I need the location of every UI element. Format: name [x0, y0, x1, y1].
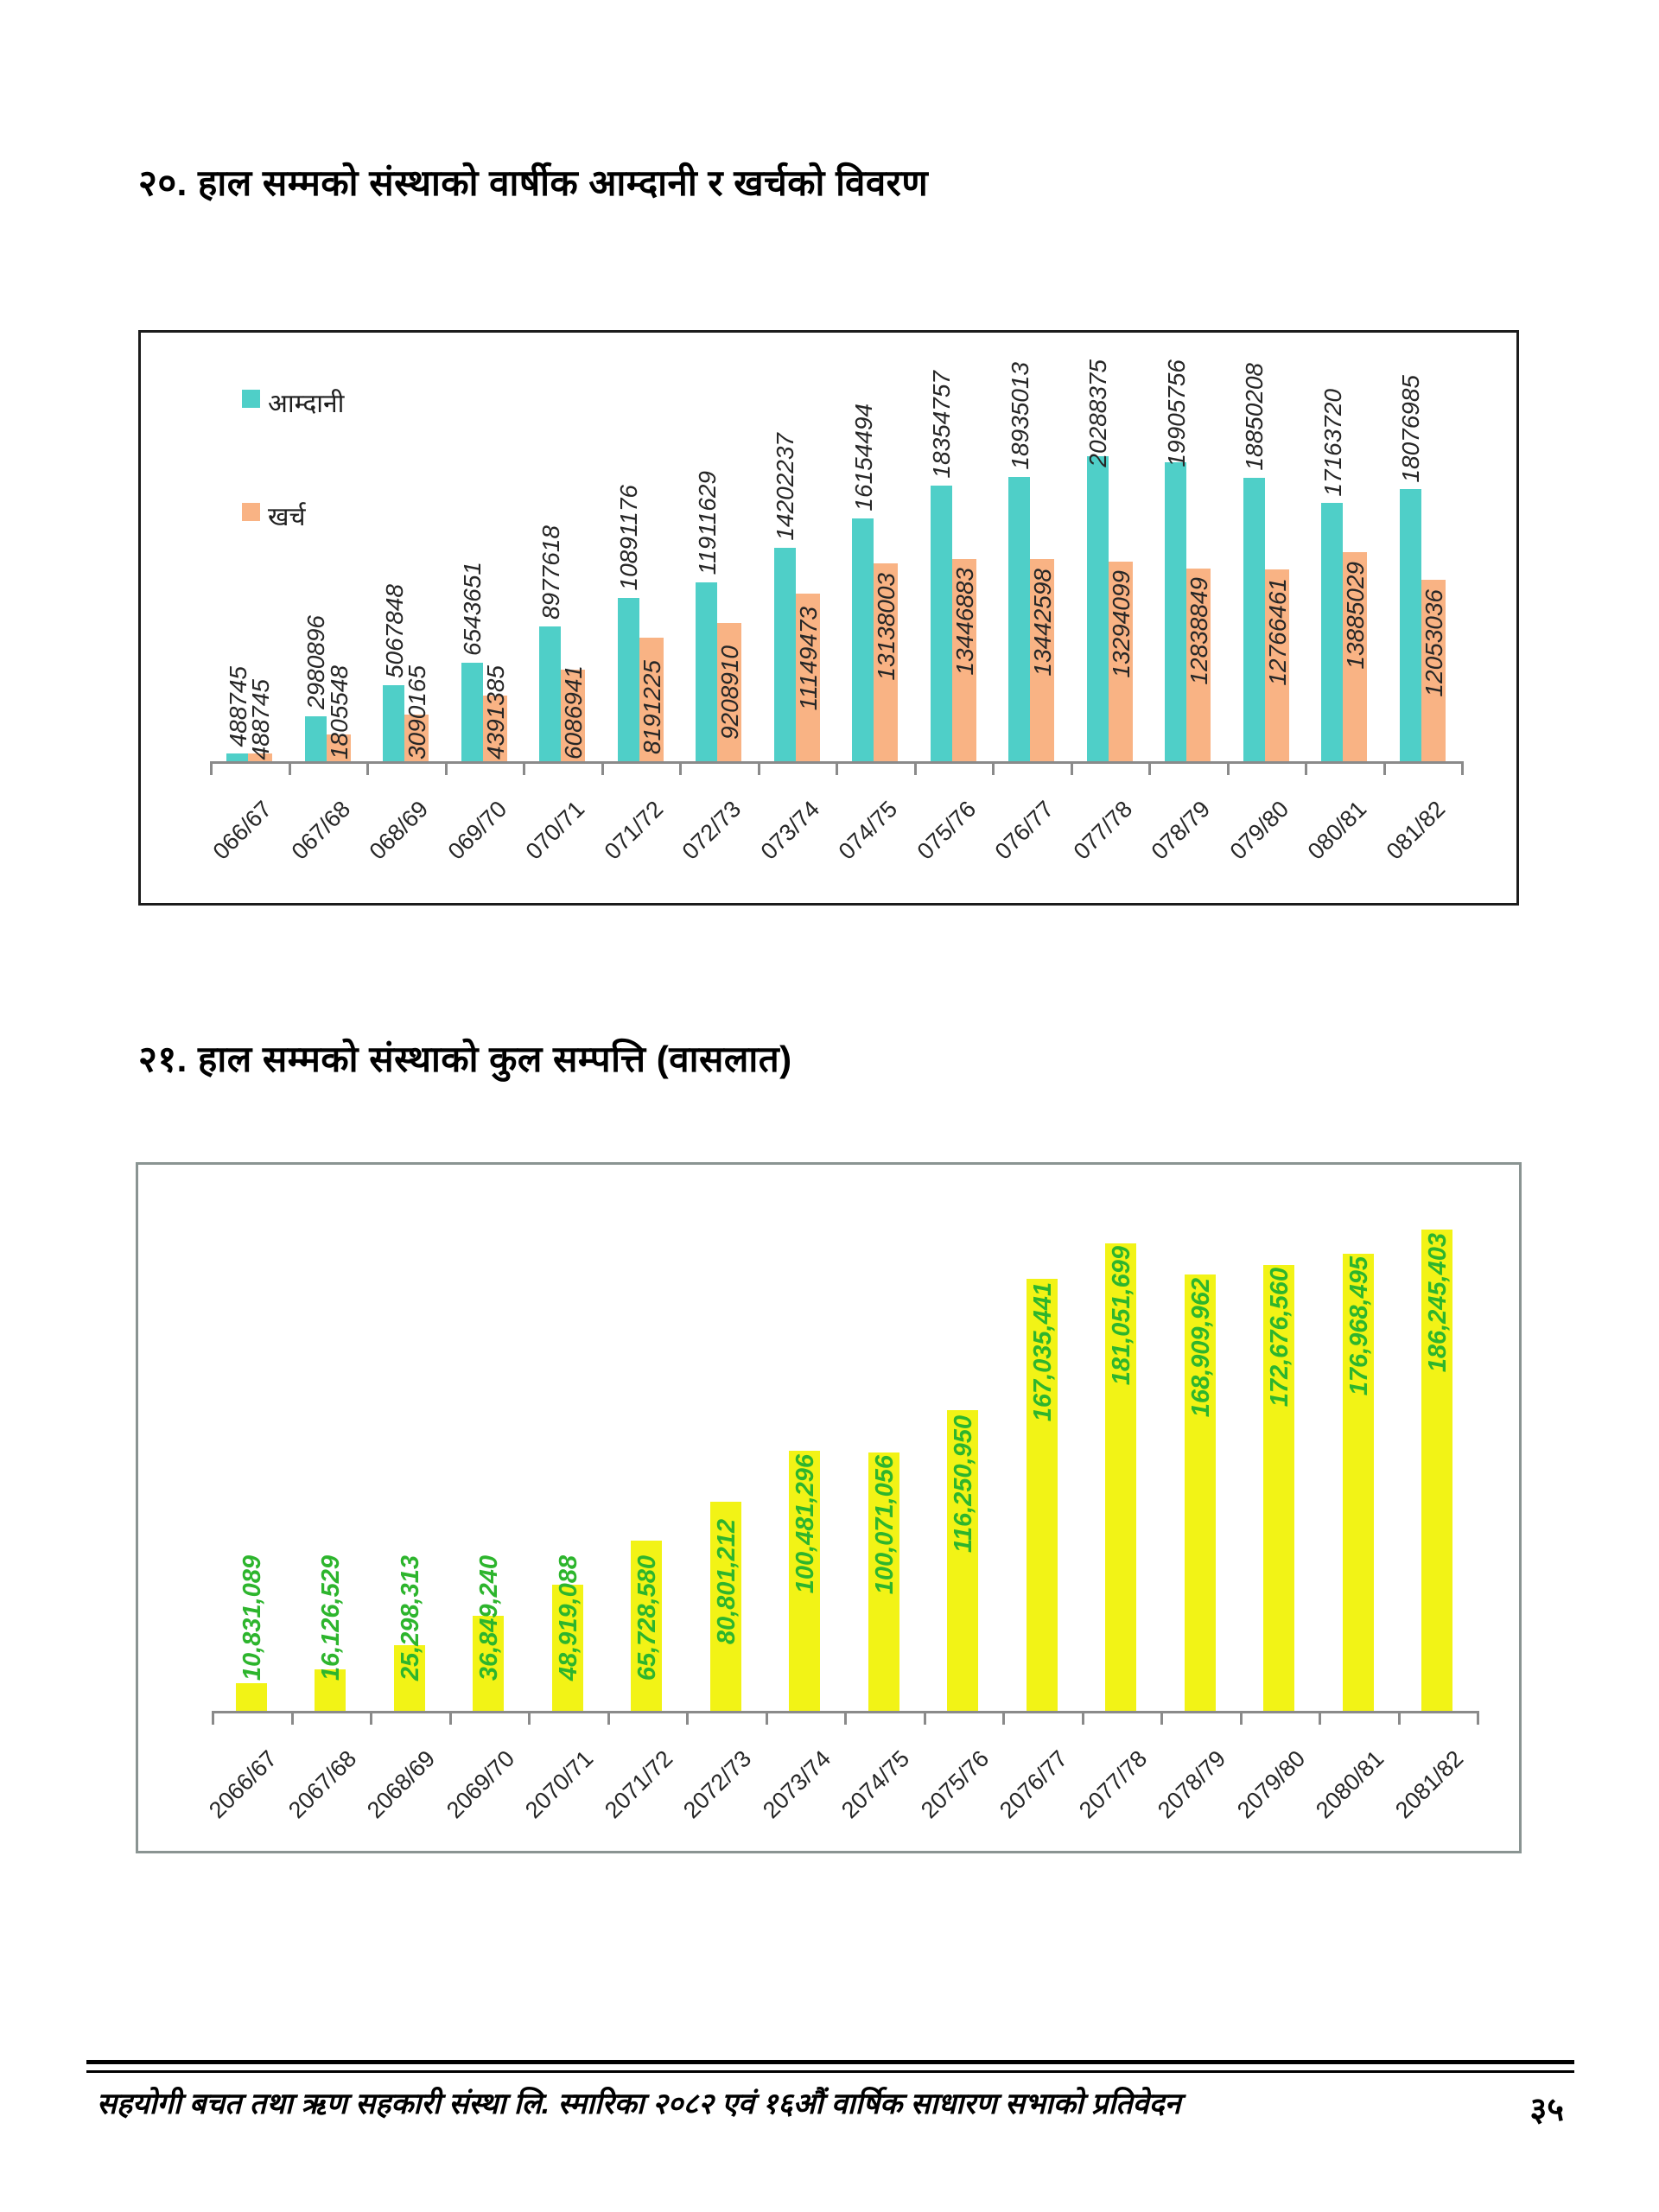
category-axis-label: 072/73: [677, 796, 747, 865]
expense-swatch-icon: [242, 503, 260, 521]
axis-tick: [1319, 1711, 1321, 1725]
axis-tick: [366, 761, 369, 775]
income-bar: [696, 582, 717, 761]
expense-value-label: 13442598: [1029, 568, 1056, 677]
expense-value-label: 13294099: [1107, 570, 1135, 678]
category-axis-label: 2070/71: [520, 1745, 599, 1824]
category-axis-label: 078/79: [1146, 796, 1216, 865]
income-bar: [305, 716, 327, 761]
category-axis-label: 077/78: [1068, 796, 1137, 865]
axis-tick: [758, 761, 760, 775]
axis-tick: [766, 1711, 768, 1725]
axis-tick: [291, 1711, 294, 1725]
category-axis-label: 2068/69: [362, 1745, 441, 1824]
axis-tick: [1227, 761, 1230, 775]
category-axis-label: 2076/77: [995, 1745, 1073, 1824]
assets-chart: [136, 1162, 1522, 1853]
assets-value-label: 48,919,088: [554, 1554, 582, 1681]
assets-value-label: 65,728,580: [633, 1554, 662, 1681]
axis-tick: [679, 761, 682, 775]
income-bar: [1008, 477, 1030, 761]
section-20-title: २०. हाल सम्मको संस्थाको वार्षीक आम्दानी र खर्चको विवरण: [138, 162, 929, 203]
income-bar: [383, 685, 404, 761]
income-value-label: 10891176: [615, 485, 642, 591]
income-bar: [539, 626, 561, 761]
expense-value-label: 3090165: [404, 664, 430, 760]
category-axis-label: 2078/79: [1153, 1745, 1231, 1824]
assets-value-label: 186,245,403: [1424, 1232, 1452, 1372]
income-bar: [774, 548, 796, 761]
income-bar: [226, 753, 248, 761]
expense-value-label: 12766461: [1263, 578, 1291, 686]
axis-tick: [1082, 1711, 1084, 1725]
axis-tick: [607, 1711, 610, 1725]
axis-tick: [914, 761, 917, 775]
axis-tick: [370, 1711, 372, 1725]
category-axis-label: 2071/72: [599, 1745, 678, 1824]
income-value-label: 20288375: [1084, 359, 1111, 467]
expense-value-label: 11149473: [794, 606, 822, 711]
expense-value-label: 13138003: [873, 572, 899, 681]
axis-tick: [445, 761, 448, 775]
assets-value-label: 100,071,056: [870, 1455, 899, 1595]
legend-expense-label: खर्च: [268, 503, 306, 531]
income-value-label: 18935013: [1006, 361, 1033, 470]
axis-tick: [289, 761, 291, 775]
section-21-title: २१. हाल सम्मको संस्थाको कुल सम्पत्ति (वासलात): [138, 1039, 792, 1079]
category-axis-label: 2072/73: [678, 1745, 757, 1824]
income-swatch-icon: [242, 390, 260, 408]
axis-tick: [1398, 1711, 1401, 1725]
category-axis-label: 2073/74: [757, 1745, 836, 1824]
category-axis-label: 066/67: [207, 796, 277, 865]
legend-income-label: आम्दानी: [268, 390, 345, 418]
expense-value-label: 8191225: [638, 660, 665, 755]
income-bar: [461, 663, 483, 761]
axis-tick: [1071, 761, 1073, 775]
category-axis-label: 2075/76: [915, 1745, 995, 1824]
category-axis-label: 071/72: [599, 796, 668, 865]
axis-tick: [844, 1711, 847, 1725]
axis-tick: [924, 1711, 926, 1725]
income-value-label: 18076985: [1397, 374, 1424, 483]
income-bar: [1321, 503, 1343, 761]
axis-tick: [1383, 761, 1386, 775]
category-axis-label: 068/69: [364, 796, 434, 865]
income-value-label: 5067848: [380, 583, 408, 678]
category-axis-label: 070/71: [520, 796, 590, 865]
footer-divider: [86, 2060, 1574, 2073]
assets-value-label: 116,250,950: [950, 1415, 978, 1554]
axis-tick: [1240, 1711, 1243, 1725]
assets-value-label: 167,035,441: [1028, 1282, 1057, 1422]
assets-value-label: 176,968,495: [1344, 1256, 1373, 1396]
category-axis-label: 074/75: [833, 796, 903, 865]
footer-text: सहयोगी बचत तथा ऋण सहकारी संस्था लि. स्मारिका २०८२ एवं १६औं वार्षिक साधारण सभाको प्रतिवेदन: [97, 2088, 1181, 2120]
income-bar: [1400, 489, 1421, 761]
income-value-label: 17163720: [1319, 388, 1346, 497]
expense-value-label: 488745: [247, 678, 274, 760]
category-axis-label: 2079/80: [1231, 1745, 1311, 1824]
expense-value-label: 12053036: [1420, 588, 1447, 697]
income-value-label: 18354757: [928, 371, 955, 479]
axis-tick: [992, 761, 995, 775]
axis-tick: [1477, 1711, 1479, 1725]
axis-tick: [1148, 761, 1151, 775]
page-number: ३५: [1529, 2092, 1564, 2128]
category-axis-label: 2069/70: [441, 1745, 520, 1824]
income-value-label: 6543651: [459, 562, 486, 657]
axis-tick: [212, 1711, 214, 1725]
category-axis-label: 081/82: [1381, 796, 1450, 865]
assets-value-label: 25,298,313: [396, 1554, 424, 1681]
expense-value-label: 13446883: [950, 568, 978, 677]
category-axis-label: 2067/68: [283, 1745, 362, 1824]
axis-tick: [528, 1711, 531, 1725]
category-axis-label: 067/68: [286, 796, 355, 865]
axis-tick: [601, 761, 604, 775]
income-bar: [1165, 462, 1186, 761]
income-value-label: 16154494: [849, 404, 877, 512]
assets-value-label: 100,481,296: [791, 1454, 820, 1594]
category-axis-label: 2081/82: [1389, 1745, 1469, 1824]
assets-value-label: 36,849,240: [475, 1554, 504, 1681]
expense-value-label: 1805548: [325, 664, 353, 760]
income-bar: [1243, 478, 1265, 761]
category-axis-label: 075/76: [912, 796, 981, 865]
expense-value-label: 9208910: [716, 645, 743, 740]
category-axis-label: 2066/67: [204, 1745, 283, 1824]
income-value-label: 488745: [224, 666, 251, 747]
axis-tick: [1160, 1711, 1163, 1725]
category-axis-label: 2074/75: [836, 1745, 915, 1824]
assets-value-label: 10,831,089: [238, 1554, 266, 1681]
expense-value-label: 13885029: [1342, 561, 1369, 670]
assets-value-label: 168,909,962: [1186, 1277, 1215, 1417]
income-expense-chart: [138, 330, 1519, 906]
category-axis-label: 079/80: [1224, 796, 1294, 865]
income-bar: [618, 598, 639, 761]
income-value-label: 2980896: [302, 615, 329, 710]
income-bar: [1087, 456, 1109, 761]
category-axis-label: 069/70: [442, 796, 512, 865]
axis-tick: [1461, 761, 1464, 775]
category-axis-label: 2080/81: [1311, 1745, 1389, 1824]
income-value-label: 11911629: [693, 471, 721, 575]
assets-value-label: 172,676,560: [1266, 1268, 1294, 1408]
category-axis-label: 076/77: [989, 796, 1059, 865]
income-bar: [931, 486, 952, 761]
axis-tick: [1002, 1711, 1005, 1725]
category-axis-label: 073/74: [755, 796, 824, 865]
income-value-label: 8977618: [537, 524, 564, 620]
income-value-label: 18850208: [1241, 363, 1268, 472]
expense-value-label: 6086941: [560, 664, 587, 760]
axis-tick: [523, 761, 525, 775]
income-value-label: 14202237: [772, 433, 798, 541]
expense-value-label: 4391385: [481, 664, 509, 760]
assets-value-label: 80,801,212: [712, 1519, 741, 1645]
axis-tick: [686, 1711, 689, 1725]
axis-tick: [1305, 761, 1307, 775]
assets-value-label: 16,126,529: [317, 1554, 346, 1681]
income-value-label: 19905756: [1162, 359, 1190, 467]
category-axis-label: 2077/78: [1073, 1745, 1153, 1824]
assets-value-label: 181,051,699: [1108, 1246, 1136, 1386]
axis-tick: [836, 761, 838, 775]
axis-tick: [449, 1711, 452, 1725]
category-axis-label: 080/81: [1302, 796, 1372, 865]
assets-bar: [236, 1683, 267, 1711]
expense-value-label: 12838849: [1185, 577, 1212, 685]
income-bar: [852, 518, 874, 761]
axis-tick: [210, 761, 213, 775]
